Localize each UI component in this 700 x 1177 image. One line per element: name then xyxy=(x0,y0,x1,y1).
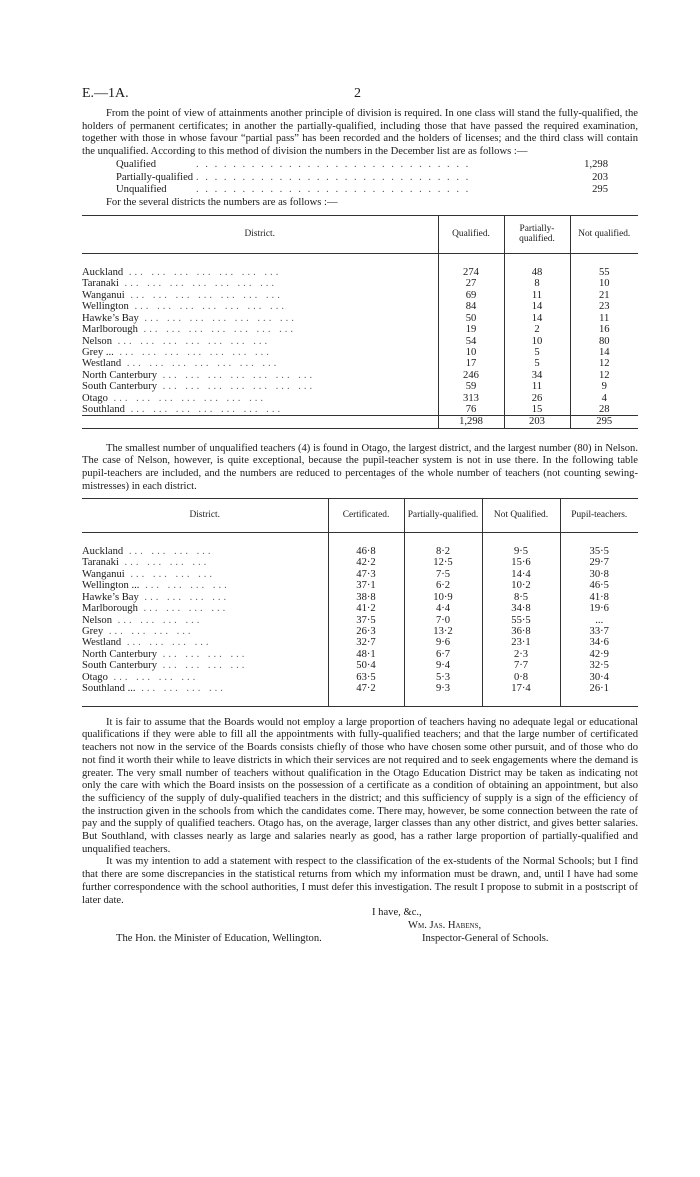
cell-value: 6·7 xyxy=(404,649,482,660)
cell-value: 37·1 xyxy=(328,580,404,591)
cell-value: 41·8 xyxy=(560,592,638,603)
district-name: Nelson ... ... ... ... xyxy=(82,614,203,626)
cell-value: 6·2 xyxy=(404,580,482,591)
cell-value: 246 xyxy=(438,370,504,381)
cell-value: 16 xyxy=(570,324,638,335)
cell-value: 63·5 xyxy=(328,672,404,683)
cell-value: 47·3 xyxy=(328,569,404,580)
cell-value: 10 xyxy=(570,278,638,289)
cell-value: 15·6 xyxy=(482,557,560,568)
cell-value: 42·2 xyxy=(328,557,404,568)
district-name: South Canterbury ... ... ... ... xyxy=(82,660,248,672)
district-name: Hawke’s Bay ... ... ... ... ... ... ... xyxy=(82,312,297,324)
table-row xyxy=(82,301,638,312)
cell-value: 69 xyxy=(438,290,504,301)
cell-value: 7·7 xyxy=(482,660,560,671)
table-row xyxy=(82,546,638,557)
cell-value: 14·4 xyxy=(482,569,560,580)
document-page xyxy=(82,86,638,959)
col-district: District. xyxy=(244,229,275,240)
table-row xyxy=(82,324,638,335)
table-row xyxy=(82,404,638,416)
cell-value: 80 xyxy=(570,336,638,347)
paragraph-normal-schools: It was my intention to add a statement with respect to the classification of the ex-students of the Normal Schools; but I find that there are some discrepancies in the statistical returns from which my information must be drawn, and, until I have had some further correspondence with the school authorities, I must defer this investigation. The result I propose to submit in a postscript of later date. xyxy=(82,856,638,906)
cell-value: 26·3 xyxy=(328,626,404,637)
district-name: Westland ... ... ... ... ... ... ... xyxy=(82,358,280,370)
cell-value: 13·2 xyxy=(404,626,482,637)
col-partially: Partially-qualified. xyxy=(504,215,570,253)
cell-value: 15 xyxy=(504,404,570,416)
col-not-qualified: Not qualified. xyxy=(570,215,638,253)
cell-value: 26 xyxy=(504,393,570,404)
cell-value: 8·2 xyxy=(404,546,482,557)
district-name: Southland ... ... ... ... ... xyxy=(82,682,226,694)
cell-value: 2·3 xyxy=(482,649,560,660)
addressee: The Hon. the Minister of Education, Wellington. xyxy=(116,933,322,945)
district-name: Otago ... ... ... ... xyxy=(82,671,199,683)
cell-value: 30·4 xyxy=(560,672,638,683)
district-name: Wanganui ... ... ... ... xyxy=(82,568,216,580)
cell-value: 48 xyxy=(504,267,570,278)
table-row xyxy=(82,603,638,614)
summary-row-qualified: Qualified . . . . . . . . . . . . . . . . . . . . . . . . . . . . . . 1,298 xyxy=(116,158,608,170)
district-name: Nelson ... ... ... ... ... ... ... xyxy=(82,335,271,347)
district-name: Auckland ... ... ... ... xyxy=(82,546,214,558)
table-row xyxy=(82,267,638,278)
signatory-name: Wm. Jas. Habens, xyxy=(408,919,482,931)
page-header xyxy=(82,86,638,106)
cell-value: 10·2 xyxy=(482,580,560,591)
cell-value: 14 xyxy=(570,347,638,358)
district-name: Marlborough ... ... ... ... xyxy=(82,603,229,615)
cell-value: 9 xyxy=(570,381,638,392)
cell-value: 5 xyxy=(504,358,570,369)
totals-row: 1,298 203 295 xyxy=(82,416,638,428)
page-number: 2 xyxy=(354,86,361,101)
col2-not-qualified: Not Qualified. xyxy=(482,498,560,532)
cell-value: 11 xyxy=(504,381,570,392)
cell-value: 27 xyxy=(438,278,504,289)
cell-value: 19 xyxy=(438,324,504,335)
cell-value: 37·5 xyxy=(328,615,404,626)
district-name: Wellington ... ... ... ... ... xyxy=(82,580,230,592)
table-row xyxy=(82,347,638,358)
district-name: Taranaki ... ... ... ... ... ... ... xyxy=(82,278,278,290)
cell-value: 29·7 xyxy=(560,557,638,568)
cell-value: 8 xyxy=(504,278,570,289)
district-name: Wellington ... ... ... ... ... ... ... xyxy=(82,301,287,313)
cell-value: 26·1 xyxy=(560,683,638,694)
table-row xyxy=(82,569,638,580)
district-name: Grey ... ... ... ... xyxy=(82,625,194,637)
cell-value: 50·4 xyxy=(328,660,404,671)
summary-row-unqualified: Unqualified . . . . . . . . . . . . . . . . . . . . . . . . . . . . . . 295 xyxy=(116,184,608,196)
cell-value: 21 xyxy=(570,290,638,301)
table1-lead: For the several districts the numbers are as follows :— xyxy=(106,196,338,208)
cell-value: 34 xyxy=(504,370,570,381)
cell-value: 11 xyxy=(504,290,570,301)
cell-value: 9·4 xyxy=(404,660,482,671)
col2-pupil-teachers: Pupil-teachers. xyxy=(560,498,638,532)
cell-value: 34·8 xyxy=(482,603,560,614)
district-name: Hawke’s Bay ... ... ... ... xyxy=(82,591,230,603)
col2-certificated: Certificated. xyxy=(328,498,404,532)
cell-value: 11 xyxy=(570,313,638,324)
table-row xyxy=(82,683,638,694)
table-row xyxy=(82,660,638,671)
cell-value: 50 xyxy=(438,313,504,324)
qualification-table-body xyxy=(82,267,638,416)
cell-value: 55·5 xyxy=(482,615,560,626)
district-name: North Canterbury ... ... ... ... ... ... ... xyxy=(82,369,316,381)
table-row xyxy=(82,615,638,626)
cell-value: 7·5 xyxy=(404,569,482,580)
cell-value: 41·2 xyxy=(328,603,404,614)
cell-value: 14 xyxy=(504,301,570,312)
cell-value: ... xyxy=(560,615,638,626)
district-name: Otago ... ... ... ... ... ... ... xyxy=(82,392,267,404)
cell-value: 10 xyxy=(504,336,570,347)
cell-value: 9·5 xyxy=(482,546,560,557)
paragraph-nelson: The smallest number of unqualified teachers (4) is found in Otago, the largest district, and the largest number (80) in Nelson. The case of Nelson, however, is quite exceptional, because the pupil-teacher system is not in use there. In the following table pupil-teachers are included, and the numbers are reduced to percentages of the whole number of teachers (not counting sewing-mistresses) in each district. xyxy=(82,442,638,492)
cell-value: 5·3 xyxy=(404,672,482,683)
col-qualified: Qualified. xyxy=(438,215,504,253)
table-row xyxy=(82,637,638,648)
cell-value: 17 xyxy=(438,358,504,369)
cell-value: 47·2 xyxy=(328,683,404,694)
cell-value: 46·8 xyxy=(328,546,404,557)
paragraph-boards: It is fair to assume that the Boards would not employ a large proportion of teachers having no adequate legal or educational qualifications if they were able to fill all the appointments with fully-qualified teachers; and that the large number of certificated teachers not now in the service of the Boards consists chiefly of those who have chosen some other pursuit, and of those who do not find it worth their while to leave districts in which their services are not required and to seek engagements where the demand is greater. The very small number of teachers without qualification in the Otago Education District may be taken as indicating not only the care with which the Board insists on the possession of a certificate as a condition of obtaining an appointment, but also the sufficiency of the supply of duly-qualified teachers in the district; and this sufficiency of supply is a sign of the efficiency of the instruction given in the schools from which the candidates come. There may, however, be some connection between the rate of pay and the supply of qualified teachers. Otago has, on the average, larger classes than any other district, and gives better salaries. But Southland, with classes nearly as large and salaries nearly as good, has a rather large proportion of partially-qualified and unqualified teachers. xyxy=(82,716,638,855)
district-name: Grey ... ... ... ... ... ... ... ... xyxy=(82,346,272,358)
cell-value: 46·5 xyxy=(560,580,638,591)
cell-value: 59 xyxy=(438,381,504,392)
col2-partially: Partially-qualified. xyxy=(404,498,482,532)
document-code: E.—1A. xyxy=(82,86,129,101)
signatory-title: Inspector-General of Schools. xyxy=(422,933,549,945)
table-row xyxy=(82,336,638,347)
cell-value: 84 xyxy=(438,301,504,312)
cell-value: 36·8 xyxy=(482,626,560,637)
cell-value: 5 xyxy=(504,347,570,358)
signature-block xyxy=(82,907,638,959)
cell-value: 28 xyxy=(570,404,638,416)
district-name: Southland ... ... ... ... ... ... ... xyxy=(82,403,284,415)
percentage-table-body xyxy=(82,546,638,694)
cell-value: 76 xyxy=(438,404,504,416)
district-name: South Canterbury ... ... ... ... ... ... ... xyxy=(82,381,316,393)
table-row xyxy=(82,649,638,660)
cell-value: 9·6 xyxy=(404,637,482,648)
table-row xyxy=(82,290,638,301)
cell-value: 14 xyxy=(504,313,570,324)
table-row xyxy=(82,557,638,568)
cell-value: 12 xyxy=(570,358,638,369)
cell-value: 55 xyxy=(570,267,638,278)
cell-value: 42·9 xyxy=(560,649,638,660)
cell-value: 274 xyxy=(438,267,504,278)
table-row xyxy=(82,358,638,369)
closing: I have, &c., xyxy=(372,907,422,919)
cell-value: 32·7 xyxy=(328,637,404,648)
cell-value: 38·8 xyxy=(328,592,404,603)
table-row xyxy=(82,580,638,591)
table-row xyxy=(82,592,638,603)
cell-value: 17·4 xyxy=(482,683,560,694)
cell-value: 2 xyxy=(504,324,570,335)
district-name: North Canterbury ... ... ... ... xyxy=(82,648,248,660)
table-row xyxy=(82,370,638,381)
cell-value: 10 xyxy=(438,347,504,358)
paragraph-attainments: From the point of view of attainments another principle of division is required. In one class will stand the fully-qualified, the holders of permanent certificates; in another the partially-qualified, including those that have passed the required examination, together with those in whose favour “partial pass” has been recorded and the holders of licenses; and the third class will contain the unqualified. According to this method of division the numbers in the December list are as follows :— xyxy=(82,108,638,158)
cell-value: 23·1 xyxy=(482,637,560,648)
district-name: Wanganui ... ... ... ... ... ... ... xyxy=(82,289,283,301)
cell-value: 33·7 xyxy=(560,626,638,637)
cell-value: 35·5 xyxy=(560,546,638,557)
district-name: Taranaki ... ... ... ... xyxy=(82,557,210,569)
cell-value: 10·9 xyxy=(404,592,482,603)
cell-value: 48·1 xyxy=(328,649,404,660)
cell-value: 7·0 xyxy=(404,615,482,626)
cell-value: 30·8 xyxy=(560,569,638,580)
table-row xyxy=(82,672,638,683)
cell-value: 12 xyxy=(570,370,638,381)
cell-value: 19·6 xyxy=(560,603,638,614)
cell-value: 9·3 xyxy=(404,683,482,694)
cell-value: 23 xyxy=(570,301,638,312)
table-row xyxy=(82,313,638,324)
cell-value: 8·5 xyxy=(482,592,560,603)
table-row xyxy=(82,278,638,289)
cell-value: 54 xyxy=(438,336,504,347)
cell-value: 313 xyxy=(438,393,504,404)
summary-row-partially: Partially-qualified . . . . . . . . . . . . . . . . . . . . . . . . . . . . . . 203 xyxy=(116,171,608,183)
table-row xyxy=(82,381,638,392)
cell-value: 4 xyxy=(570,393,638,404)
district-name: Westland ... ... ... ... xyxy=(82,637,212,649)
table-row xyxy=(82,393,638,404)
cell-value: 4·4 xyxy=(404,603,482,614)
district-name: Auckland ... ... ... ... ... ... ... xyxy=(82,267,282,279)
cell-value: 34·6 xyxy=(560,637,638,648)
qualification-table xyxy=(82,215,638,429)
cell-value: 0·8 xyxy=(482,672,560,683)
table-row xyxy=(82,626,638,637)
percentage-table xyxy=(82,498,638,707)
summary-list xyxy=(82,159,638,197)
cell-value: 32·5 xyxy=(560,660,638,671)
district-name: Marlborough ... ... ... ... ... ... ... xyxy=(82,324,297,336)
col2-district: District. xyxy=(189,510,220,521)
cell-value: 12·5 xyxy=(404,557,482,568)
